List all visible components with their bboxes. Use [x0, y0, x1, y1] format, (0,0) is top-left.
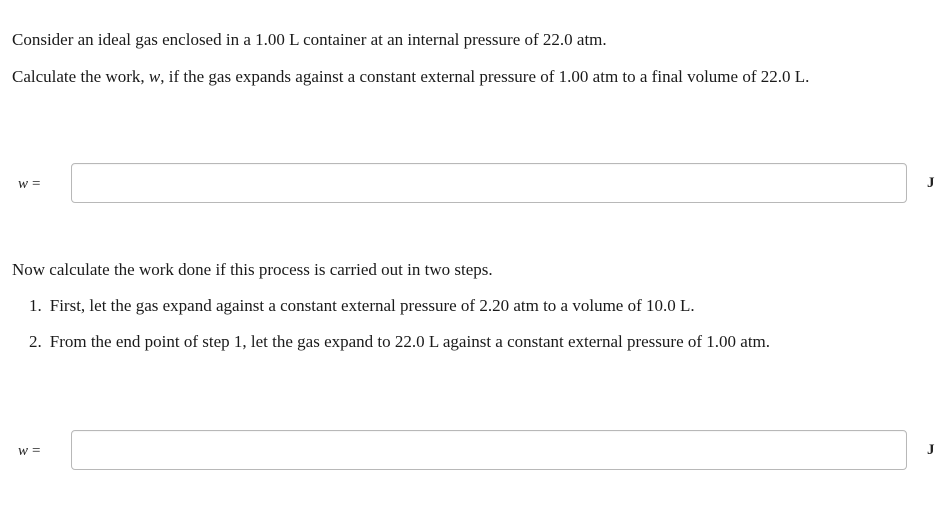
step-number: 1.	[29, 296, 42, 315]
answer-2-input[interactable]	[71, 430, 907, 470]
part2-intro: Now calculate the work done if this process is carried out in two steps.	[12, 260, 493, 279]
answer-row-1	[0, 163, 948, 207]
step-item	[29, 332, 770, 352]
answer-1-label	[18, 176, 40, 193]
step-text: First, let the gas expand against a constant external pressure of 2.20 atm to a volume of 10.0 L.	[49, 296, 695, 315]
step-number: 2.	[29, 332, 42, 351]
part1-prompt	[12, 67, 809, 87]
part1-prefix: Calculate the work,	[12, 67, 149, 86]
answer-1-unit: J	[927, 175, 935, 191]
step-item	[29, 296, 695, 316]
answer-1-input[interactable]	[71, 163, 907, 203]
part1-variable: w	[148, 67, 161, 86]
answer-row-2	[0, 430, 948, 474]
answer-1-variable: w	[18, 176, 29, 192]
answer-2-equals: =	[32, 443, 41, 459]
answer-2-variable: w	[18, 443, 29, 459]
question-intro: Consider an ideal gas enclosed in a 1.00 L container at an internal pressure of 22.0 atm.	[12, 30, 607, 49]
answer-1-equals: =	[32, 176, 41, 192]
step-text: From the end point of step 1, let the gas expand to 22.0 L against a constant external pressure of 1.00 atm.	[49, 332, 771, 351]
part1-suffix: , if the gas expands against a constant external pressure of 1.00 atm to a final volume of 22.0 L.	[160, 67, 810, 86]
answer-2-unit: J	[927, 442, 935, 458]
answer-2-label	[18, 443, 40, 460]
